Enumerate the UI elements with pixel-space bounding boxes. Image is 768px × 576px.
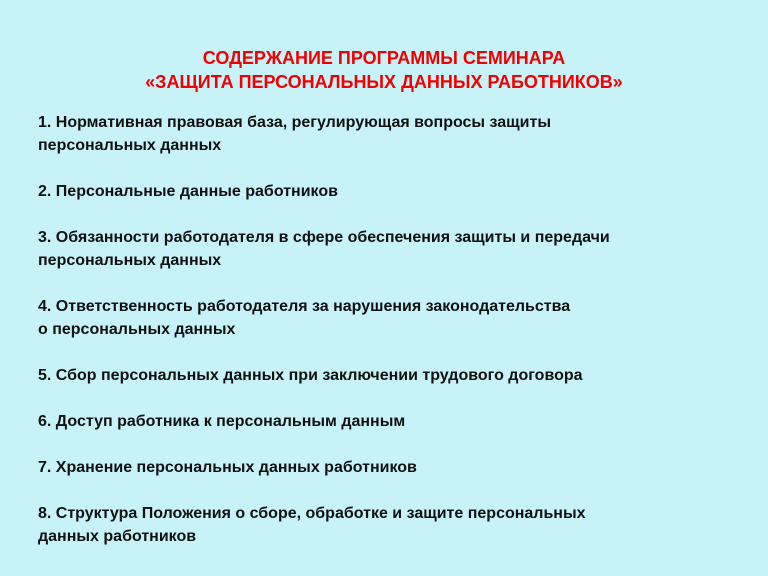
program-item-3-line-1: 3. Обязанности работодателя в сфере обеспечения защиты и передачи (38, 229, 610, 246)
program-item-7 (38, 456, 738, 479)
program-item-1 (38, 111, 738, 157)
program-item-8 (38, 502, 738, 548)
program-item-4-line-2: о персональных данных (38, 321, 236, 338)
slide-title (0, 46, 768, 94)
program-item-4 (38, 295, 738, 341)
program-item-3 (38, 226, 738, 272)
program-item-6 (38, 410, 738, 433)
program-item-4-line-1: 4. Ответственность работодателя за нарушения законодательства (38, 298, 571, 315)
program-item-3-line-2: персональных данных (38, 252, 222, 269)
program-item-1-line-2: персональных данных (38, 137, 222, 154)
program-item-5-line-1: 5. Сбор персональных данных при заключении трудового договора (38, 367, 583, 384)
program-item-2-line-1: 2. Персональные данные работников (38, 183, 338, 200)
program-items-list (38, 111, 738, 571)
program-item-1-line-1: 1. Нормативная правовая база, регулирующая вопросы защиты (38, 114, 552, 131)
program-item-8-line-2: данных работников (38, 528, 197, 545)
program-item-8-line-1: 8. Структура Положения о сборе, обработке и защите персональных (38, 505, 586, 522)
slide-title-line-2: «ЗАЩИТА ПЕРСОНАЛЬНЫХ ДАННЫХ РАБОТНИКОВ» (145, 72, 623, 92)
program-item-5 (38, 364, 738, 387)
program-item-7-line-1: 7. Хранение персональных данных работников (38, 459, 417, 476)
program-item-2 (38, 180, 738, 203)
slide-title-line-1: СОДЕРЖАНИЕ ПРОГРАММЫ СЕМИНАРА (202, 48, 566, 68)
program-item-6-line-1: 6. Доступ работника к персональным данным (38, 413, 406, 430)
